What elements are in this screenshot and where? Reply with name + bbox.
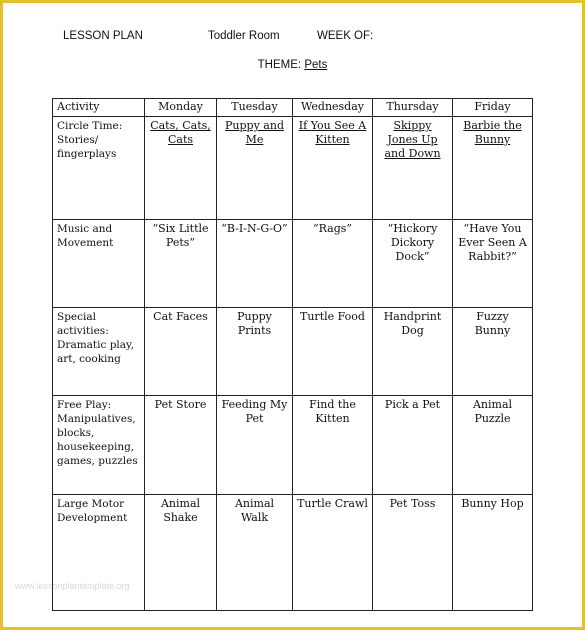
cell-monday: Pet Store bbox=[145, 396, 217, 495]
week-of-label: WEEK OF: bbox=[317, 30, 374, 42]
cell-tuesday: “B-I-N-G-O” bbox=[217, 220, 293, 308]
column-header-monday: Monday bbox=[145, 99, 217, 117]
watermark: www.lessonplantemplate.org bbox=[15, 581, 130, 591]
cell-monday bbox=[145, 117, 217, 220]
cell-friday bbox=[453, 117, 533, 220]
cell-thursday: Handprint Dog bbox=[373, 308, 453, 396]
column-header-wednesday: Wednesday bbox=[293, 99, 373, 117]
cell-wednesday: “Rags” bbox=[293, 220, 373, 308]
table-row-circle-time bbox=[53, 117, 533, 220]
cell-friday: Animal Puzzle bbox=[453, 396, 533, 495]
theme-label: THEME: bbox=[257, 59, 302, 71]
cell-monday: Animal Shake bbox=[145, 495, 217, 611]
column-header-thursday: Thursday bbox=[373, 99, 453, 117]
row-label-music: Music and Movement bbox=[53, 220, 145, 308]
column-header-friday: Friday bbox=[453, 99, 533, 117]
document-page bbox=[3, 3, 582, 627]
cell-text: Skippy Jones Up and Down bbox=[384, 119, 441, 160]
table-row-large-motor bbox=[53, 495, 533, 611]
table-row-special-activities bbox=[53, 308, 533, 396]
cell-friday: “Have You Ever Seen A Rabbit?” bbox=[453, 220, 533, 308]
column-header-tuesday: Tuesday bbox=[217, 99, 293, 117]
table-row-free-play bbox=[53, 396, 533, 495]
cell-wednesday bbox=[293, 117, 373, 220]
theme-value: Pets bbox=[304, 59, 328, 71]
cell-text: Cats, Cats, Cats bbox=[150, 119, 211, 146]
cell-text: If You See A Kitten bbox=[298, 119, 367, 146]
lesson-plan-table bbox=[52, 98, 533, 611]
cell-wednesday: Find the Kitten bbox=[293, 396, 373, 495]
cell-friday: Fuzzy Bunny bbox=[453, 308, 533, 396]
cell-monday: Cat Faces bbox=[145, 308, 217, 396]
cell-thursday: Pick a Pet bbox=[373, 396, 453, 495]
row-label-large-motor: Large Motor Development bbox=[53, 495, 145, 611]
room-label: Toddler Room bbox=[208, 30, 280, 42]
cell-tuesday bbox=[217, 117, 293, 220]
cell-tuesday: Feeding My Pet bbox=[217, 396, 293, 495]
cell-thursday bbox=[373, 117, 453, 220]
cell-monday: “Six Little Pets” bbox=[145, 220, 217, 308]
cell-wednesday: Turtle Food bbox=[293, 308, 373, 396]
cell-text: Puppy and Me bbox=[225, 119, 284, 146]
table-row-music bbox=[53, 220, 533, 308]
row-label-special-activities: Special activities: Dramatic play, art, cooking bbox=[53, 308, 145, 396]
cell-text: Barbie the Bunny bbox=[463, 119, 522, 146]
cell-thursday: Pet Toss bbox=[373, 495, 453, 611]
cell-thursday: “Hickory Dickory Dock” bbox=[373, 220, 453, 308]
table-header-row bbox=[53, 99, 533, 117]
theme-line bbox=[3, 59, 582, 71]
cell-friday: Bunny Hop bbox=[453, 495, 533, 611]
cell-tuesday: Puppy Prints bbox=[217, 308, 293, 396]
cell-tuesday: Animal Walk bbox=[217, 495, 293, 611]
lesson-plan-title: LESSON PLAN bbox=[63, 30, 143, 42]
row-label-circle-time: Circle Time: Stories/ fingerplays bbox=[53, 117, 145, 220]
row-label-free-play: Free Play: Manipulatives, blocks, housekeeping, games, puzzles bbox=[53, 396, 145, 495]
cell-wednesday: Turtle Crawl bbox=[293, 495, 373, 611]
column-header-activity: Activity bbox=[53, 99, 145, 117]
